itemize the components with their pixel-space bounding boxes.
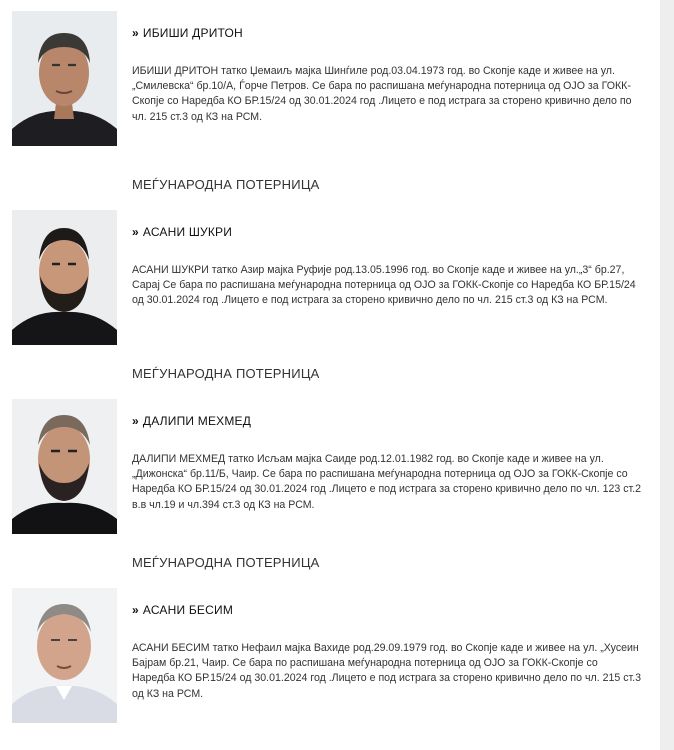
- person-description: ИБИШИ ДРИТОН татко Џемаиљ мајка Шинѓиле род.03.04.1973 год. во Скопје каде и живее на ул.„Смилевска“ бр.10/А, Ѓорче Петров. Се бара по распишана меѓународна потерница од ОЈО за ГОКК-Скопје со Наредба КО БР.15/24 од 30.01.2024 год .Лицето е под истрага за сторено кривично дело по чл. 215 ст.3 од КЗ на РСМ.: [132, 65, 632, 123]
- person-name-text[interactable]: АСАНИ ШУКРИ: [142, 225, 233, 239]
- person-name[interactable]: [132, 414, 251, 428]
- chevron-right-icon: »: [132, 225, 139, 239]
- person-name[interactable]: [132, 26, 243, 40]
- person-description: ДАЛИПИ МЕХМЕД татко Исљам мајка Саиде род.12.01.1982 год. во Скопје каде и живее на ул.„Дижонска“ бр.11/Б, Чаир. Се бара по распишана меѓународна потерница од ОЈО за ГОКК-Скопје со Наредба КО БР.15/24 од 30.01.2024 год .Лицето е под истрага за сторено кривично дело по чл. 123 ст.2 в.в чл.19 и чл.394 ст.3 од КЗ на РСМ.: [132, 453, 642, 511]
- person-photo[interactable]: [12, 588, 117, 723]
- person-description: АСАНИ ШУКРИ татко Азир мајка Руфије род.13.05.1996 год. во Скопје каде и живее на ул.„3“ бр.27, Сарај Се бара по распишана меѓународна потерница од ОЈО за ГОКК-Скопје со Наредба КО БР.15/24 од 30.01.2024 год .Лицето е под истрага за сторено кривично дело по чл. 215 ст.3 од КЗ на РСМ.: [132, 264, 636, 307]
- person-description: АСАНИ БЕСИМ татко Нефаил мајка Вахиде род.29.09.1979 год. во Скопје каде и живее на ул. „Хусеин Бајрам бр.21, Чаир. Се бара по распишана меѓународна потерница од ОЈО за ГОКК-Скопје со Наредба КО БР.15/24 од 30.01.2024 год .Лицето е под истрага за сторено кривично дело по чл. 215 ст.3 од КЗ на РСМ.: [132, 642, 642, 700]
- person-name-text[interactable]: ИБИШИ ДРИТОН: [142, 26, 243, 40]
- chevron-right-icon: »: [132, 414, 139, 428]
- person-name-text[interactable]: ДАЛИПИ МЕХМЕД: [142, 414, 252, 428]
- chevron-right-icon: »: [132, 603, 139, 617]
- person-name[interactable]: [132, 603, 233, 617]
- section-heading: МЕЃУНАРОДНА ПОТЕРНИЦА: [132, 177, 320, 192]
- person-name[interactable]: [132, 225, 232, 239]
- person-photo[interactable]: [12, 210, 117, 345]
- scrollbar[interactable]: [660, 0, 674, 750]
- section-heading: МЕЃУНАРОДНА ПОТЕРНИЦА: [132, 555, 320, 570]
- section-heading: МЕЃУНАРОДНА ПОТЕРНИЦА: [132, 366, 320, 381]
- chevron-right-icon: »: [132, 26, 139, 40]
- person-name-text[interactable]: АСАНИ БЕСИМ: [142, 603, 234, 617]
- person-photo[interactable]: [12, 399, 117, 534]
- person-photo[interactable]: [12, 11, 117, 146]
